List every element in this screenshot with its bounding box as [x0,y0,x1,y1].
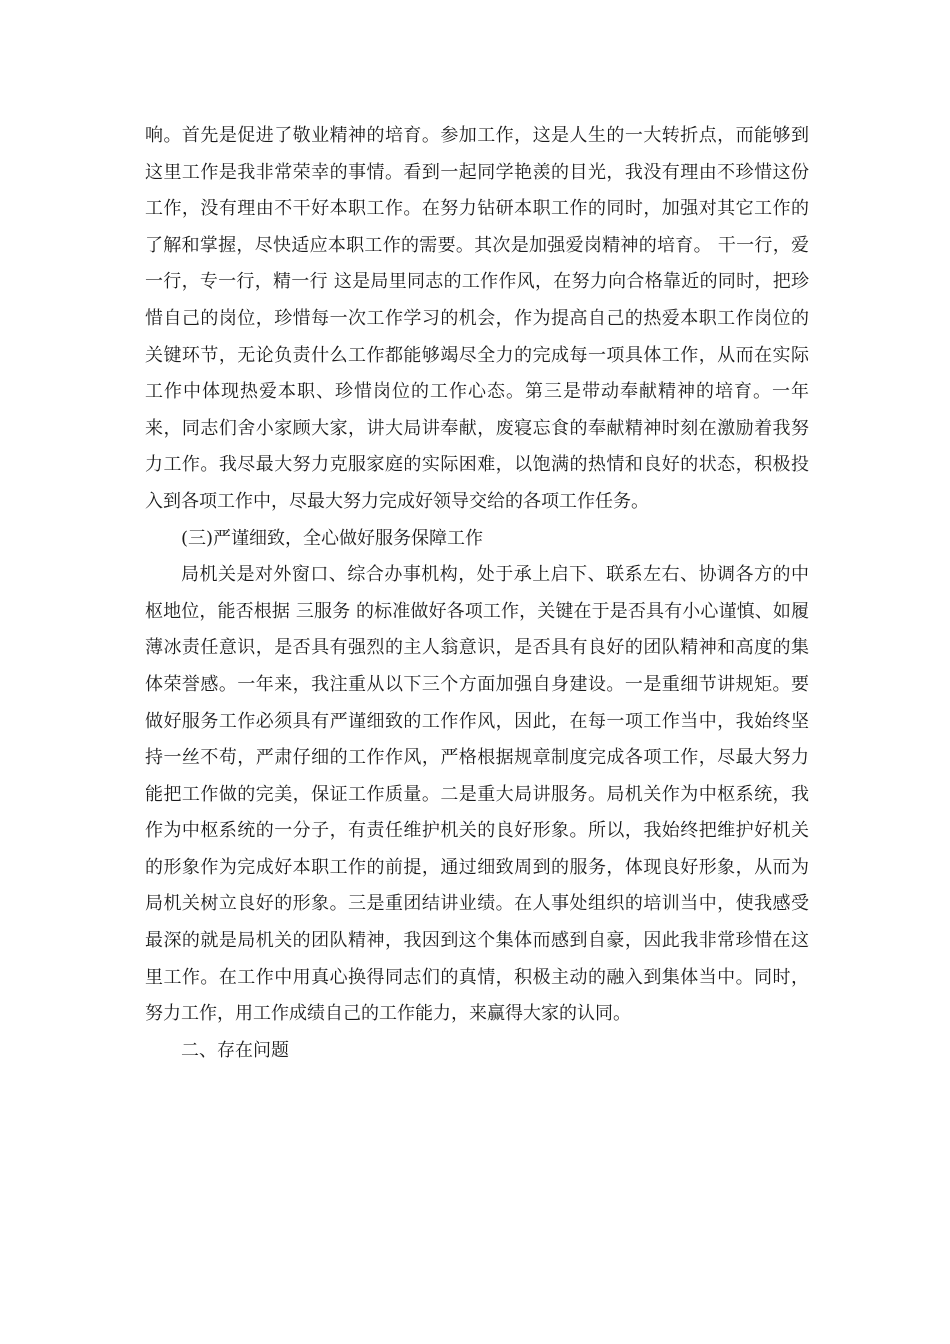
paragraph-service: 局机关是对外窗口、综合办事机构，处于承上启下、联系左右、协调各方的中枢地位，能否根据 三服务 的标准做好各项工作，关键在于是否具有小心谨慎、如履薄冰责任意识，是否具有强烈的主人翁意识，是否具有良好的团队精神和高度的集体荣誉感。一年来，我注重从以下三个方面加强自身建设。一是重细节讲规矩。要做好服务工作必须具有严谨细致的工作作风，因此，在每一项工作当中，我始终坚持一丝不苟，严肃仔细的工作作风，严格根据规章制度完成各项工作，尽最大努力能把工作做的完美，保证工作质量。二是重大局讲服务。局机关作为中枢系统，我作为中枢系统的一分子，有责任维护机关的良好形象。所以，我始终把维护好机关的形象作为完成好本职工作的前提，通过细致周到的服务，体现良好形象，从而为局机关树立良好的形象。三是重团结讲业绩。在人事处组织的培训当中，使我感受最深的就是局机关的团队精神，我因到这个集体而感到自豪，因此我非常珍惜在这里工作。在工作中用真心换得同志们的真情，积极主动的融入到集体当中。同时，努力工作，用工作成绩自己的工作能力，来赢得大家的认同。 [145,564,809,1025]
section-heading-problems: 二、存在问题 [181,1039,289,1061]
section-heading-3: (三)严谨细致，全心做好服务保障工作 [181,527,484,549]
document-body [145,118,809,1069]
paragraph-continuation: 响。首先是促进了敬业精神的培育。参加工作，这是人生的一大转折点，而能够到这里工作是我非常荣幸的事情。看到一起同学艳羡的目光，我没有理由不珍惜这份工作，没有理由不干好本职工作。在努力钻研本职工作的同时，加强对其它工作的了解和掌握，尽快适应本职工作的需要。其次是加强爱岗精神的培育。 干一行，爱一行，专一行，精一行 这是局里同志的工作作风，在努力向合格靠近的同时，把珍惜自己的岗位，珍惜每一次工作学习的机会，作为提高自己的热爱本职工作岗位的关键环节，无论负责什么工作都能够竭尽全力的完成每一项具体工作，从而在实际工作中体现热爱本职、珍惜岗位的工作心态。第三是带动奉献精神的培育。一年来，同志们舍小家顾大家，讲大局讲奉献，废寝忘食的奉献精神时刻在激励着我努力工作。我尽最大努力克服家庭的实际困难，以饱满的热情和良好的状态，积极投入到各项工作中，尽最大努力完成好领导交给的各项工作任务。 [145,125,809,512]
